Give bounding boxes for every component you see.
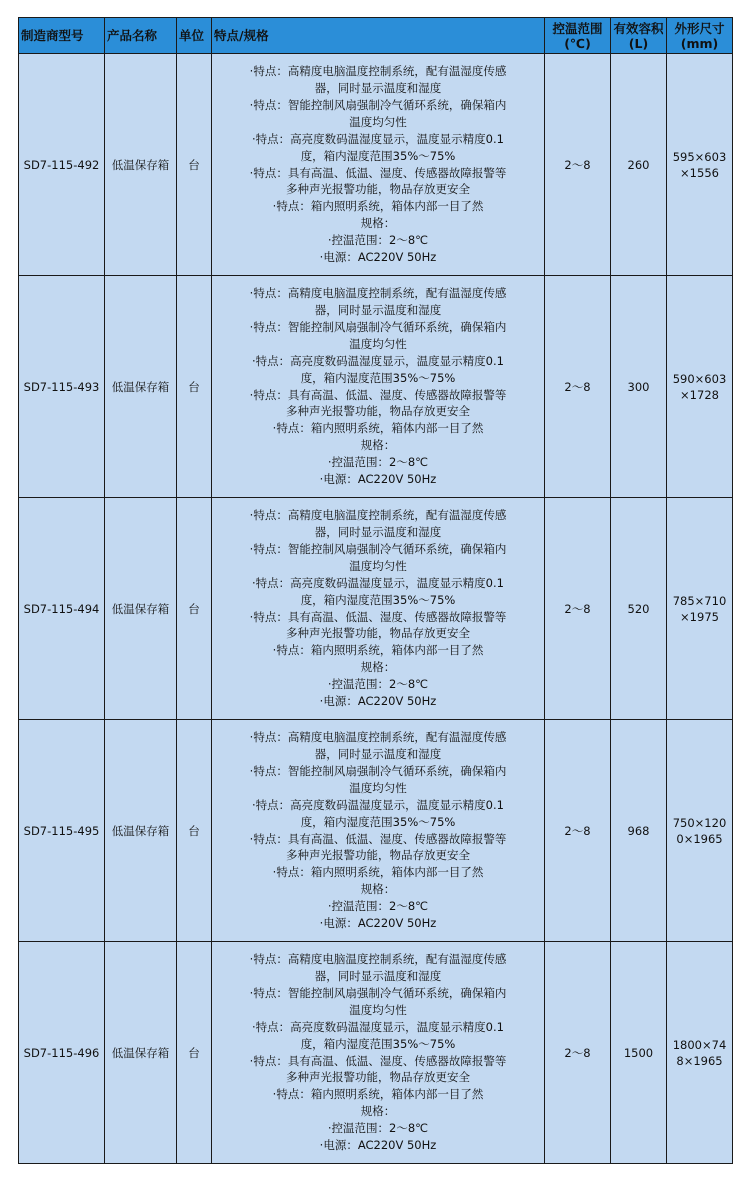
- spec-line: ·特点：具有高温、低温、湿度、传感器故障报警等: [249, 387, 507, 402]
- table-row: [19, 720, 733, 942]
- spec-line: ·特点：高亮度数码温湿度显示，温度显示精度0.1: [252, 1019, 504, 1034]
- spec-line: 规格：: [360, 216, 396, 231]
- spec-line: ·控温范围：2～8℃: [327, 233, 429, 248]
- spec-line: ·特点：智能控制风扇强制冷气循环系统，确保箱内: [249, 763, 507, 778]
- spec-line: ·特点：智能控制风扇强制冷气循环系统，确保箱内: [249, 985, 507, 1000]
- model-cell: SD7-115-494: [19, 498, 105, 720]
- spec-line: ·特点：高亮度数码温湿度显示，温度显示精度0.1: [252, 575, 504, 590]
- spec-line: ·控温范围：2～8℃: [327, 899, 429, 914]
- header-size: 外形尺寸(mm): [667, 18, 733, 54]
- unit-cell: 台: [177, 498, 212, 720]
- spec-line: ·特点：具有高温、低温、湿度、传感器故障报警等: [249, 165, 507, 180]
- spec-line: 多种声光报警功能，物品存放更安全: [286, 848, 470, 863]
- table-header-row: [19, 18, 733, 54]
- spec-cell: [212, 942, 545, 1164]
- spec-line: 温度均匀性: [349, 780, 407, 795]
- spec-line: ·电源：AC220V 50Hz: [319, 472, 437, 487]
- spec-line: ·电源：AC220V 50Hz: [319, 1138, 437, 1153]
- volume-cell: 300: [611, 276, 667, 498]
- spec-line: 温度均匀性: [349, 114, 407, 129]
- header-volume: 有效容积(L): [611, 18, 667, 54]
- spec-line: 温度均匀性: [349, 558, 407, 573]
- spec-line: ·特点：高精度电脑温度控制系统，配有温湿度传感: [249, 952, 507, 967]
- spec-line: ·特点：箱内照明系统，箱体内部一目了然: [272, 199, 484, 214]
- spec-cell: [212, 54, 545, 276]
- spec-line: ·特点：具有高温、低温、湿度、传感器故障报警等: [249, 609, 507, 624]
- spec-line: ·特点：智能控制风扇强制冷气循环系统，确保箱内: [249, 97, 507, 112]
- size-cell: 595×603×1556: [667, 54, 733, 276]
- spec-line: 温度均匀性: [349, 1002, 407, 1017]
- spec-line: 多种声光报警功能，物品存放更安全: [286, 626, 470, 641]
- spec-line: ·特点：高亮度数码温湿度显示，温度显示精度0.1: [252, 797, 504, 812]
- spec-line: 多种声光报警功能，物品存放更安全: [286, 404, 470, 419]
- volume-cell: 1500: [611, 942, 667, 1164]
- header-unit: 单位: [177, 18, 212, 54]
- spec-line: 器，同时显示温度和湿度: [314, 746, 442, 761]
- spec-cell: [212, 720, 545, 942]
- volume-cell: 260: [611, 54, 667, 276]
- table-row: [19, 498, 733, 720]
- unit-cell: 台: [177, 720, 212, 942]
- spec-cell: [212, 276, 545, 498]
- temp-range-cell: 2～8: [545, 54, 611, 276]
- spec-line: ·特点：高亮度数码温湿度显示，温度显示精度0.1: [252, 353, 504, 368]
- size-cell: 1800×748×1965: [667, 942, 733, 1164]
- model-cell: SD7-115-492: [19, 54, 105, 276]
- table-row: [19, 276, 733, 498]
- spec-line: 温度均匀性: [349, 336, 407, 351]
- temp-range-cell: 2～8: [545, 276, 611, 498]
- spec-line: ·电源：AC220V 50Hz: [319, 916, 437, 931]
- spec-line: 多种声光报警功能，物品存放更安全: [286, 1070, 470, 1085]
- size-cell: 750×1200×1965: [667, 720, 733, 942]
- size-cell: 785×710×1975: [667, 498, 733, 720]
- model-cell: SD7-115-493: [19, 276, 105, 498]
- table-row: [19, 942, 733, 1164]
- spec-line: ·特点：高精度电脑温度控制系统，配有温湿度传感: [249, 64, 507, 79]
- product-name-cell: 低温保存箱: [105, 498, 177, 720]
- header-temp: 控温范围(℃): [545, 18, 611, 54]
- header-name: 产品名称: [105, 18, 177, 54]
- spec-line: ·特点：具有高温、低温、湿度、传感器故障报警等: [249, 831, 507, 846]
- spec-line: 规格：: [360, 660, 396, 675]
- spec-line: 度，箱内湿度范围35%～75%: [300, 814, 456, 829]
- product-name-cell: 低温保存箱: [105, 276, 177, 498]
- spec-line: ·特点：箱内照明系统，箱体内部一目了然: [272, 865, 484, 880]
- spec-line: ·特点：箱内照明系统，箱体内部一目了然: [272, 643, 484, 658]
- unit-cell: 台: [177, 54, 212, 276]
- spec-line: 规格：: [360, 438, 396, 453]
- spec-line: ·特点：箱内照明系统，箱体内部一目了然: [272, 421, 484, 436]
- spec-line: ·特点：高亮度数码温湿度显示，温度显示精度0.1: [252, 131, 504, 146]
- spec-line: ·特点：智能控制风扇强制冷气循环系统，确保箱内: [249, 541, 507, 556]
- product-name-cell: 低温保存箱: [105, 942, 177, 1164]
- spec-line: 规格：: [360, 882, 396, 897]
- spec-line: 器，同时显示温度和湿度: [314, 80, 442, 95]
- spec-line: 器，同时显示温度和湿度: [314, 524, 442, 539]
- spec-line: ·控温范围：2～8℃: [327, 1121, 429, 1136]
- spec-line: ·特点：具有高温、低温、湿度、传感器故障报警等: [249, 1053, 507, 1068]
- product-name-cell: 低温保存箱: [105, 54, 177, 276]
- spec-cell: [212, 498, 545, 720]
- spec-line: ·特点：智能控制风扇强制冷气循环系统，确保箱内: [249, 319, 507, 334]
- unit-cell: 台: [177, 942, 212, 1164]
- temp-range-cell: 2～8: [545, 498, 611, 720]
- temp-range-cell: 2～8: [545, 942, 611, 1164]
- spec-line: ·控温范围：2～8℃: [327, 455, 429, 470]
- spec-line: ·电源：AC220V 50Hz: [319, 694, 437, 709]
- spec-line: 度，箱内湿度范围35%～75%: [300, 1036, 456, 1051]
- header-model: 制造商型号: [19, 18, 105, 54]
- spec-line: ·电源：AC220V 50Hz: [319, 250, 437, 265]
- spec-line: 度，箱内湿度范围35%～75%: [300, 592, 456, 607]
- spec-line: 器，同时显示温度和湿度: [314, 968, 442, 983]
- volume-cell: 520: [611, 498, 667, 720]
- spec-line: 规格：: [360, 1104, 396, 1119]
- table-row: [19, 54, 733, 276]
- spec-line: ·特点：箱内照明系统，箱体内部一目了然: [272, 1087, 484, 1102]
- spec-line: ·特点：高精度电脑温度控制系统，配有温湿度传感: [249, 508, 507, 523]
- header-spec: 特点/规格: [212, 18, 545, 54]
- temp-range-cell: 2～8: [545, 720, 611, 942]
- spec-line: 器，同时显示温度和湿度: [314, 302, 442, 317]
- spec-line: ·特点：高精度电脑温度控制系统，配有温湿度传感: [249, 730, 507, 745]
- unit-cell: 台: [177, 276, 212, 498]
- product-spec-table: [18, 17, 733, 1164]
- spec-line: 度，箱内湿度范围35%～75%: [300, 148, 456, 163]
- model-cell: SD7-115-496: [19, 942, 105, 1164]
- spec-line: ·特点：高精度电脑温度控制系统，配有温湿度传感: [249, 286, 507, 301]
- spec-line: 度，箱内湿度范围35%～75%: [300, 370, 456, 385]
- spec-line: 多种声光报警功能，物品存放更安全: [286, 182, 470, 197]
- model-cell: SD7-115-495: [19, 720, 105, 942]
- spec-line: ·控温范围：2～8℃: [327, 677, 429, 692]
- size-cell: 590×603×1728: [667, 276, 733, 498]
- volume-cell: 968: [611, 720, 667, 942]
- product-name-cell: 低温保存箱: [105, 720, 177, 942]
